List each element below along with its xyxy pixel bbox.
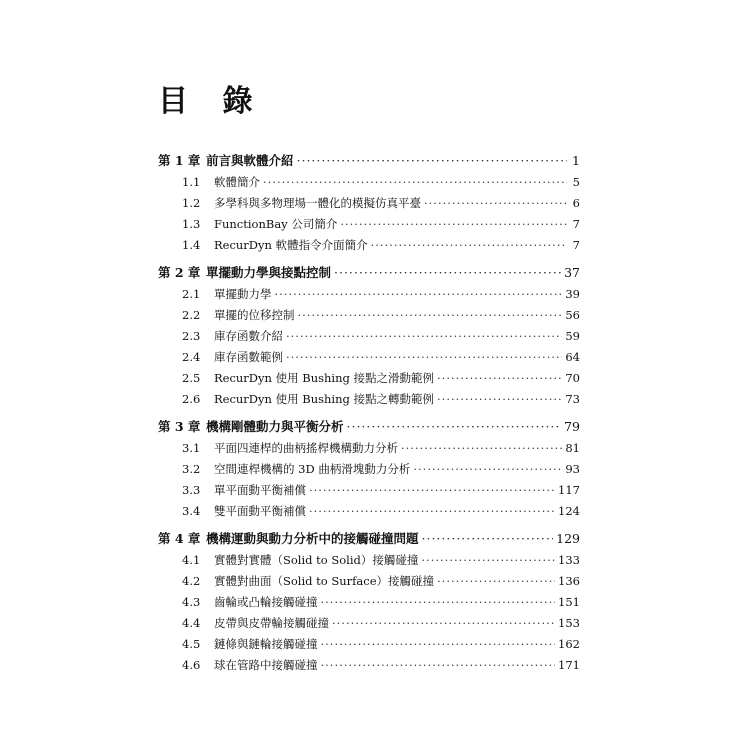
section-number: 1.1 — [182, 175, 201, 189]
leader-dots — [334, 262, 561, 284]
section-page-number: 7 — [572, 238, 580, 252]
section-number: 4.2 — [182, 574, 201, 588]
toc-section-row[interactable] — [158, 438, 580, 459]
section-title: RecurDyn 使用 Bushing 接點之滑動範例 — [214, 371, 435, 385]
section-page-number: 151 — [558, 595, 580, 609]
toc-section-row[interactable] — [158, 326, 580, 347]
leader-dots — [437, 389, 562, 410]
chapter-page-number: 129 — [556, 531, 580, 546]
section-page-number: 70 — [565, 371, 580, 385]
section-title: 單擺的位移控制 — [214, 308, 295, 322]
section-title: 庫存函數範例 — [214, 350, 283, 364]
toc-chapter-row[interactable] — [158, 150, 580, 172]
chapter-title: 單擺動力學與接點控制 — [206, 265, 332, 280]
toc-section-row[interactable] — [158, 459, 580, 480]
section-page-number: 162 — [558, 637, 580, 651]
section-title: 實體對實體（Solid to Solid）接觸碰撞 — [214, 553, 419, 567]
section-title: 單擺動力學 — [214, 287, 272, 301]
toc-chapter-row[interactable] — [158, 262, 580, 284]
section-title: 實體對曲面（Solid to Surface）接觸碰撞 — [214, 574, 435, 588]
section-page-number: 136 — [558, 574, 580, 588]
chapter-title: 前言與軟體介紹 — [206, 153, 294, 168]
section-page-number: 93 — [565, 462, 580, 476]
toc-section-row[interactable] — [158, 550, 580, 571]
section-number: 3.3 — [182, 483, 201, 497]
toc-section-row[interactable] — [158, 613, 580, 634]
section-page-number: 153 — [558, 616, 580, 630]
chapter-title: 機構剛體動力與平衡分析 — [206, 419, 344, 434]
chapter-number: 第 3 章 — [158, 419, 201, 434]
section-number: 4.1 — [182, 553, 201, 567]
section-number: 4.3 — [182, 595, 201, 609]
section-title: FunctionBay 公司簡介 — [214, 217, 338, 231]
section-number: 2.3 — [182, 329, 201, 343]
leader-dots — [332, 613, 555, 634]
section-page-number: 81 — [565, 441, 580, 455]
section-title: 雙平面動平衡補償 — [214, 504, 306, 518]
toc-section-row[interactable] — [158, 389, 580, 410]
section-number: 4.4 — [182, 616, 201, 630]
toc-section-row[interactable] — [158, 655, 580, 676]
leader-dots — [263, 172, 567, 193]
toc-section-row[interactable] — [158, 571, 580, 592]
section-number: 1.3 — [182, 217, 201, 231]
leader-dots — [347, 416, 562, 438]
section-number: 3.1 — [182, 441, 201, 455]
section-number: 4.5 — [182, 637, 201, 651]
toc-section-row[interactable] — [158, 347, 580, 368]
section-page-number: 56 — [565, 308, 580, 322]
leader-dots — [286, 326, 562, 347]
leader-dots — [309, 480, 555, 501]
section-page-number: 133 — [558, 553, 580, 567]
toc-section-row[interactable] — [158, 235, 580, 256]
section-page-number: 5 — [572, 175, 580, 189]
chapter-page-number: 37 — [564, 265, 580, 280]
toc-section-row[interactable] — [158, 284, 580, 305]
table-of-contents — [158, 150, 580, 676]
chapter-page-number: 1 — [572, 153, 580, 168]
leader-dots — [275, 284, 563, 305]
leader-dots — [413, 459, 562, 480]
section-number: 2.5 — [182, 371, 201, 385]
leader-dots — [422, 528, 554, 550]
chapter-number: 第 4 章 — [158, 531, 201, 546]
toc-section-row[interactable] — [158, 634, 580, 655]
page-title: 目 錄 — [158, 84, 265, 119]
section-title: 軟體簡介 — [214, 175, 260, 189]
section-number: 1.4 — [182, 238, 201, 252]
toc-section-row[interactable] — [158, 592, 580, 613]
leader-dots — [298, 305, 563, 326]
leader-dots — [321, 592, 556, 613]
section-page-number: 59 — [565, 329, 580, 343]
leader-dots — [297, 150, 567, 172]
section-title: RecurDyn 軟體指令介面簡介 — [214, 238, 368, 252]
section-title: 皮帶與皮帶輪接觸碰撞 — [214, 616, 329, 630]
section-number: 2.2 — [182, 308, 201, 322]
leader-dots — [424, 193, 567, 214]
section-page-number: 124 — [558, 504, 580, 518]
leader-dots — [321, 634, 556, 655]
leader-dots — [401, 438, 562, 459]
toc-chapter-row[interactable] — [158, 416, 580, 438]
leader-dots — [421, 550, 555, 571]
section-title: 多學科與多物理場一體化的模擬仿真平臺 — [214, 196, 421, 210]
leader-dots — [437, 368, 562, 389]
leader-dots — [286, 347, 562, 368]
leader-dots — [371, 235, 567, 256]
leader-dots — [321, 655, 556, 676]
section-title: 球在管路中接觸碰撞 — [214, 658, 318, 672]
section-title: 單平面動平衡補償 — [214, 483, 306, 497]
chapter-number: 第 2 章 — [158, 265, 201, 280]
section-title: 齒輪或凸輪接觸碰撞 — [214, 595, 318, 609]
section-number: 3.4 — [182, 504, 201, 518]
chapter-number: 第 1 章 — [158, 153, 201, 168]
toc-section-row[interactable] — [158, 214, 580, 235]
section-number: 3.2 — [182, 462, 201, 476]
section-page-number: 117 — [558, 483, 580, 497]
section-number: 2.4 — [182, 350, 201, 364]
section-title: 鏈條與鏈輪接觸碰撞 — [214, 637, 318, 651]
toc-chapter-row[interactable] — [158, 528, 580, 550]
section-page-number: 7 — [572, 217, 580, 231]
toc-section-row[interactable] — [158, 305, 580, 326]
toc-section-row[interactable] — [158, 193, 580, 214]
section-number: 4.6 — [182, 658, 201, 672]
section-title: 平面四連桿的曲柄搖桿機構動力分析 — [214, 441, 398, 455]
section-page-number: 6 — [572, 196, 580, 210]
section-page-number: 73 — [565, 392, 580, 406]
leader-dots — [309, 501, 555, 522]
section-number: 2.1 — [182, 287, 201, 301]
toc-section-row[interactable] — [158, 368, 580, 389]
toc-section-row[interactable] — [158, 501, 580, 522]
section-number: 2.6 — [182, 392, 201, 406]
section-title: RecurDyn 使用 Bushing 接點之轉動範例 — [214, 392, 435, 406]
chapter-title: 機構運動與動力分析中的接觸碰撞問題 — [206, 531, 419, 546]
toc-section-row[interactable] — [158, 172, 580, 193]
section-page-number: 64 — [565, 350, 580, 364]
section-number: 1.2 — [182, 196, 201, 210]
section-page-number: 171 — [558, 658, 580, 672]
toc-section-row[interactable] — [158, 480, 580, 501]
leader-dots — [340, 214, 567, 235]
leader-dots — [437, 571, 555, 592]
section-title: 空間連桿機構的 3D 曲柄滑塊動力分析 — [214, 462, 411, 476]
section-title: 庫存函數介紹 — [214, 329, 283, 343]
section-page-number: 39 — [565, 287, 580, 301]
chapter-page-number: 79 — [564, 419, 580, 434]
